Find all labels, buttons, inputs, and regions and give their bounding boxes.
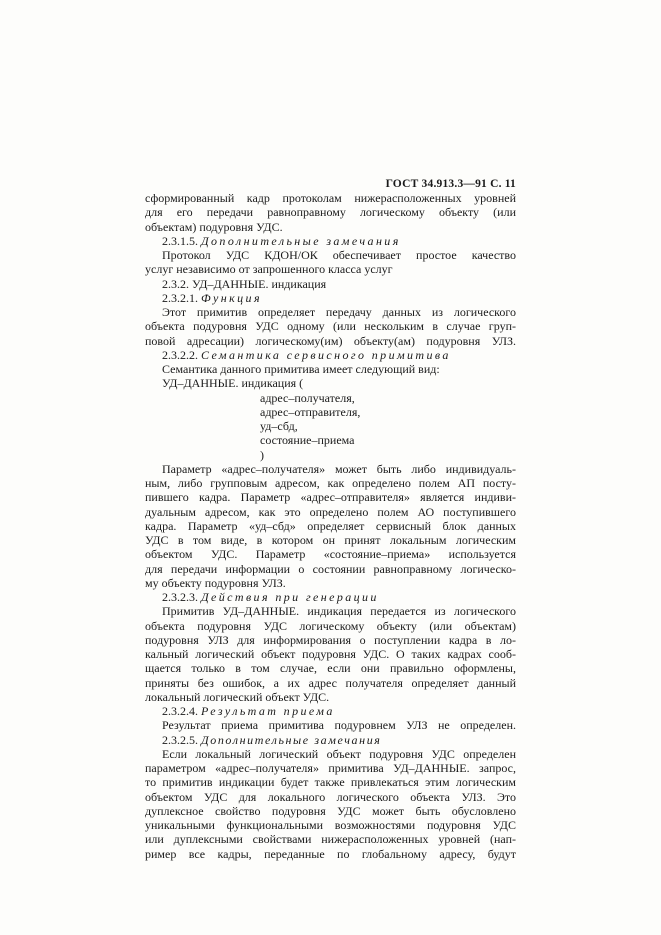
line-text: уникальными функциональными возможностями подуровня УДС: [145, 818, 516, 832]
text-line: [145, 818, 516, 832]
text-line: [145, 676, 516, 690]
line-text: кадра. Параметр «уд–сбд» определяет сервисный блок данных: [145, 518, 516, 533]
text-line: [145, 832, 516, 846]
line-text: 2.3.2. УД–ДАННЫЕ. индикация: [162, 276, 327, 291]
line-text: услуг независимо от запрошенного класса услуг: [145, 262, 393, 277]
line-text: подуровня УЛЗ для информирования о поступлении кадра в ло-: [145, 632, 516, 647]
text-line: [145, 576, 516, 590]
line-text: параметром «адрес–получателя» примитива УД–ДАННЫЕ. запрос,: [145, 761, 516, 775]
line-text: для его передачи равноправному логическому объекту (или: [145, 205, 516, 220]
text-line: [145, 761, 516, 775]
line-text: Если локальный логический объект подуровня УДС определен: [162, 746, 516, 761]
line-text: му объекту подуровня УЛЗ.: [145, 575, 286, 590]
text-line: [260, 433, 460, 447]
text-line: [145, 476, 516, 490]
text-line: [145, 633, 516, 647]
text-line: [162, 604, 516, 618]
text-line: [145, 220, 516, 234]
line-text: уд–сбд,: [260, 419, 298, 433]
text-line: [162, 362, 516, 376]
text-line: [145, 533, 516, 547]
section-heading: Действия при генерации: [201, 590, 379, 604]
line-text: Результат приема примитива подуровнем УЛЗ не определен.: [162, 718, 516, 733]
text-line: [162, 248, 516, 262]
line-text: объектом УДС. Параметр «состояние–приема» используется: [145, 547, 516, 562]
line-text: Этот примитив определяет передачу данных из логического: [162, 305, 516, 319]
line-text: ным, либо групповым адресом, как определено полем АП посту-: [145, 476, 516, 490]
text-line: [162, 277, 516, 291]
line-text: Протокол УДС КДОН/ОК обеспечивает простое качество: [162, 248, 516, 262]
line-text: 2.3.2.4.: [162, 704, 198, 718]
text-line: [145, 490, 516, 504]
line-text: то примитив индикации будет также привлекаться этим логическим: [145, 775, 516, 790]
line-text: объектом УДС для локального логического объекта УЛЗ. Это: [145, 789, 516, 804]
line-text: ): [260, 447, 264, 462]
text-line: [260, 405, 460, 419]
text-line: [162, 305, 516, 319]
text-line: [145, 205, 516, 219]
section-heading: Дополнительные замечания: [201, 732, 382, 747]
line-text: пившего кадра. Параметр «адрес–отправителя» является индиви-: [145, 490, 516, 505]
line-text: 2.3.2.3.: [162, 590, 198, 604]
line-text: Семантика данного примитива имеет следующий вид:: [162, 362, 440, 376]
text-line: [162, 733, 516, 747]
text-line: [162, 718, 516, 732]
line-text: состояние–приема: [260, 433, 355, 448]
text-line: [260, 448, 460, 462]
text-line: [145, 619, 516, 633]
line-text: локальный логический объект УДС.: [145, 689, 330, 704]
line-text: УД–ДАННЫЕ. индикация (: [162, 376, 304, 391]
text-line: [162, 462, 516, 476]
line-text: Параметр «адрес–получателя» может быть либо индивидуаль-: [162, 461, 516, 476]
text-line: [145, 319, 516, 333]
section-heading: Дополнительные замечания: [201, 233, 401, 248]
text-line: [145, 547, 516, 561]
text-line: [145, 519, 516, 533]
line-text: объекта подуровня УДС одному (или нескольким в случае груп-: [145, 319, 516, 334]
text-line: [145, 790, 516, 804]
line-text: дуплексное свойство подуровня УДС может быть обусловлено: [145, 803, 516, 818]
running-header: ГОСТ 34.913.3—91 С. 11: [385, 178, 516, 190]
text-line: [162, 376, 516, 390]
text-line: [145, 505, 516, 519]
line-text: УДС в том виде, в котором он принят локальным логическим: [145, 533, 516, 547]
text-line: [162, 234, 516, 248]
line-text: приняты без ошибок, а их адрес получателя определяет данный: [145, 675, 516, 690]
text-line: [145, 191, 516, 205]
text-line: [145, 775, 516, 789]
text-line: [145, 690, 516, 704]
line-text: для передачи информации о состоянии равноправному логическо-: [145, 561, 516, 576]
line-text: 2.3.2.2.: [162, 347, 198, 362]
text-line: [162, 291, 516, 305]
text-line: [162, 348, 516, 362]
text-line: [145, 334, 516, 348]
text-line: [162, 704, 516, 718]
line-text: объектам) подуровня УДС.: [145, 219, 283, 234]
section-heading: Семантика сервисного примитива: [201, 347, 451, 362]
text-line: [145, 262, 516, 276]
text-line: [260, 419, 460, 433]
text-line: [260, 391, 460, 405]
line-text: адрес–получателя,: [260, 390, 355, 405]
text-line: [162, 747, 516, 761]
line-text: адрес–отправителя,: [260, 404, 361, 419]
line-text: 2.3.2.5.: [162, 732, 198, 747]
line-text: Примитив УД–ДАННЫЕ. индикация передается из логического: [162, 604, 516, 619]
line-text: или дуплексными свойствами нижерасположенных уровней (нап-: [145, 832, 516, 847]
text-line: [145, 661, 516, 675]
line-text: щается только в том случае, если они правильно оформлены,: [145, 661, 516, 676]
line-text: дуальным адресом, как это определено полем АО поступившего: [145, 504, 516, 519]
line-text: кальный логический объект подуровня УДС. О таких кадрах сооб-: [145, 647, 516, 661]
line-text: 2.3.1.5.: [162, 233, 198, 248]
text-line: [145, 562, 516, 576]
section-heading: Результат приема: [201, 704, 335, 718]
text-line: [162, 590, 516, 604]
text-line: [145, 847, 516, 861]
line-text: объекта подуровня УДС логическому объекту (или объектам): [145, 618, 516, 633]
text-line: [145, 804, 516, 818]
line-text: сформированный кадр протоколам нижерасположенных уровней: [145, 191, 516, 205]
section-heading: Функция: [201, 290, 262, 305]
line-text: повой адресации) логическому(им) объекту(ам) подуровня УЛЗ.: [145, 333, 516, 348]
line-text: ример все кадры, переданные по глобальному адресу, будут: [145, 846, 516, 861]
line-text: 2.3.2.1.: [162, 290, 198, 305]
text-line: [145, 647, 516, 661]
